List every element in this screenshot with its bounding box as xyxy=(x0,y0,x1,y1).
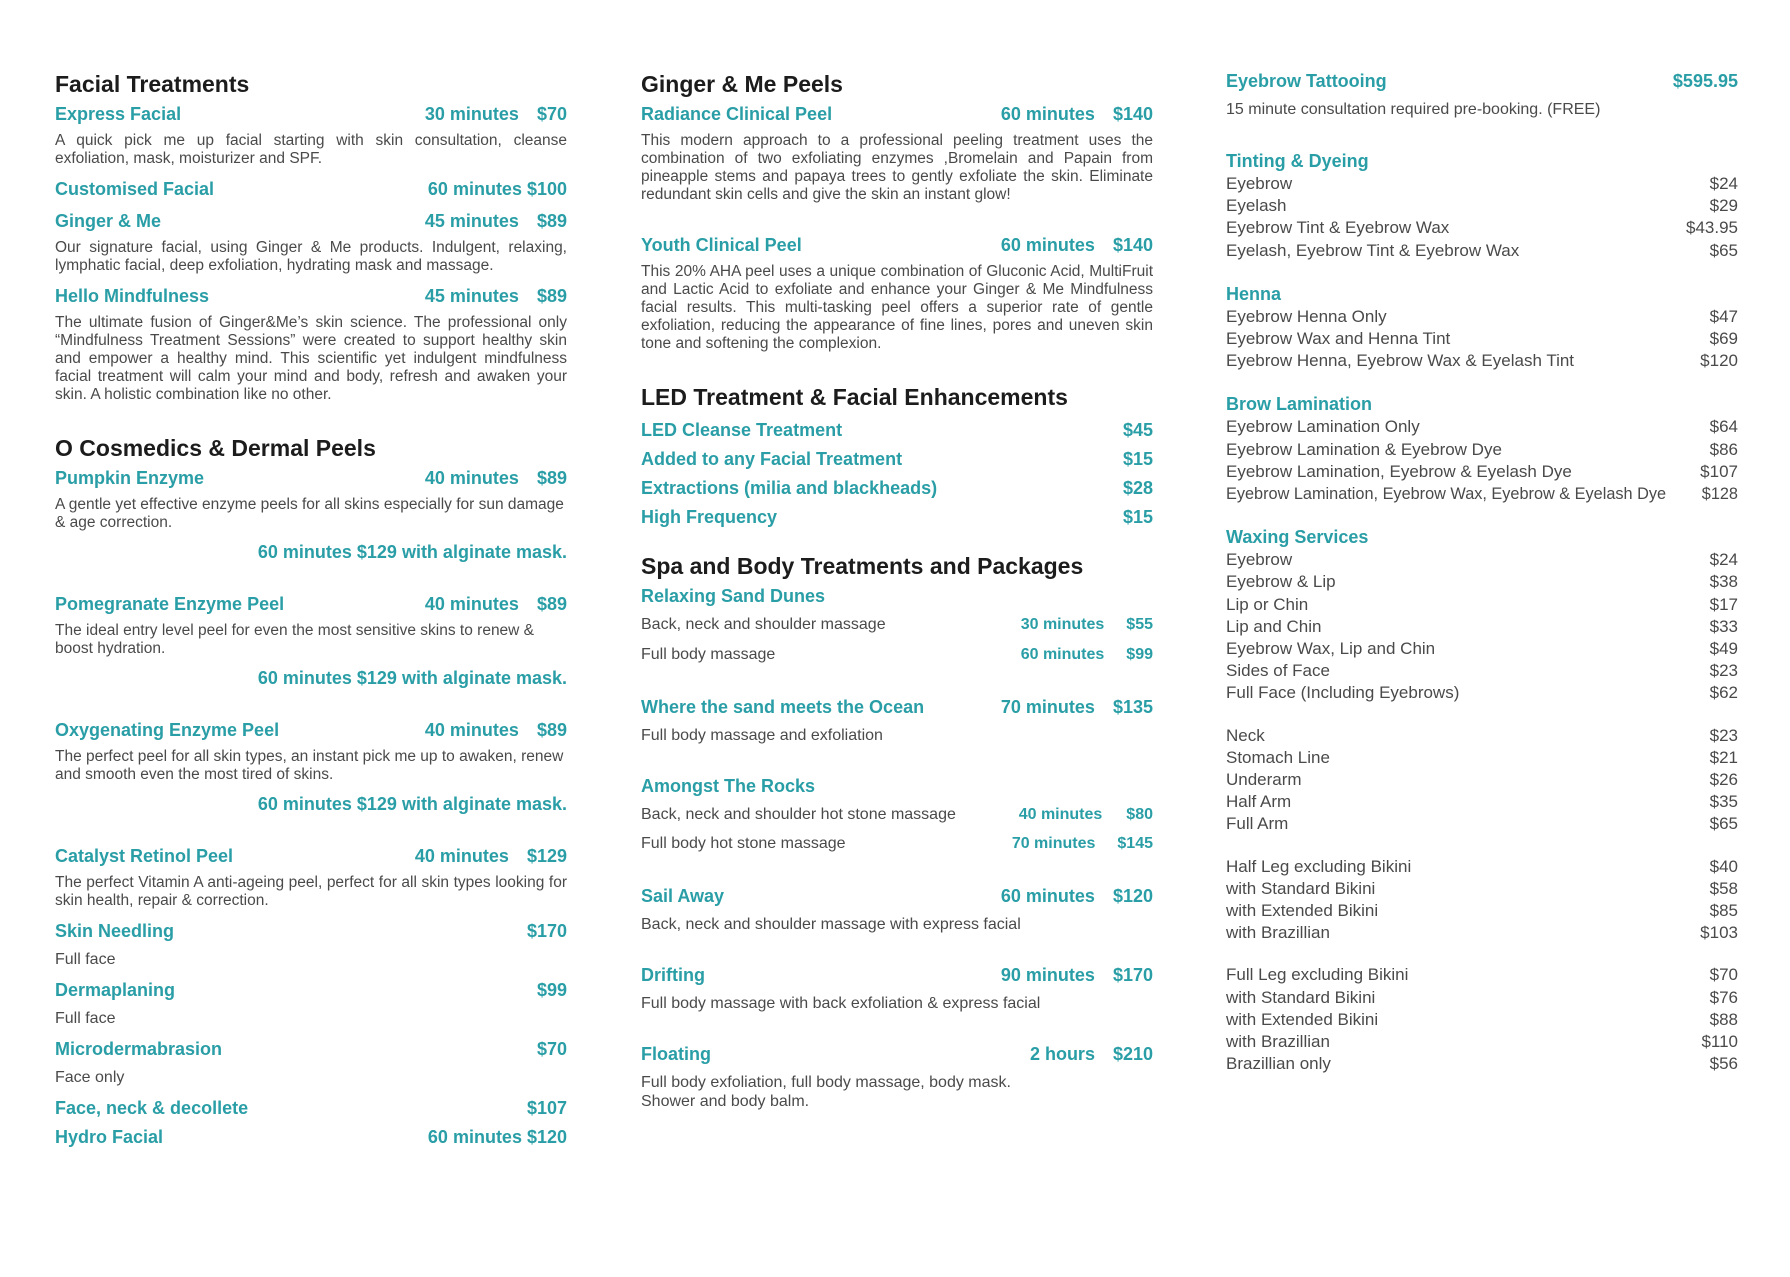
row-label: Eyebrow Lamination, Eyebrow & Eyelash Dye xyxy=(1226,461,1572,481)
price-row xyxy=(1226,416,1738,438)
row-price: $21 xyxy=(1709,747,1738,767)
row-price: $62 xyxy=(1709,683,1738,703)
row-label: Underarm xyxy=(1226,770,1302,790)
service-description: This modern approach to a professional peeling treatment uses the combination of two exfoliating enzymes ,Bromelain and Papain from pineapple stems and papaya trees to gently exfoliate the skin. Eliminate redundant skin cells and give the skin an instant glow! xyxy=(641,132,1153,203)
service-name: Catalyst Retinol Peel xyxy=(55,846,234,866)
option-duration: 60 minutes xyxy=(1020,646,1105,663)
price-row xyxy=(1226,328,1738,350)
service-duration-price: 60 minutes $100 xyxy=(427,179,567,199)
service-price: $15 xyxy=(1122,449,1153,469)
service-description: The ultimate fusion of Ginger&Me’s skin science. The professional only “Mindfulness Treatment Sessions” were created to support healthy skin and empower a healthy mind. This scientific yet indulgent mindfulness facial treatment will calm your mind and body, refresh and awaken your skin. A holistic combination like no other. xyxy=(55,314,567,403)
service-name: Oxygenating Enzyme Peel xyxy=(55,720,280,740)
row-label: Full Arm xyxy=(1226,814,1289,834)
option-duration: 70 minutes xyxy=(1011,835,1096,852)
service-price: $45 xyxy=(1122,420,1153,440)
row-price: $58 xyxy=(1709,878,1738,898)
service-name: Hydro Facial xyxy=(55,1127,164,1147)
service-oxygenating-peel xyxy=(55,719,567,741)
alginate-option: 60 minutes $129 with alginate mask. xyxy=(257,794,567,814)
service-microdermabrasion xyxy=(55,1038,567,1060)
row-label: with Extended Bikini xyxy=(1226,901,1379,921)
package-duration: 70 minutes xyxy=(1000,697,1095,717)
row-label: with Brazillian xyxy=(1226,1032,1330,1052)
service-description: The perfect peel for all skin types, an instant pick me up to awaken, renew and smooth even the most tired of skins. xyxy=(55,748,564,783)
price-row xyxy=(1226,461,1738,483)
service-price: $140 xyxy=(1112,235,1153,255)
package-description: Full body exfoliation, full body massage, body mask. xyxy=(641,1074,1011,1091)
service-radiance-peel xyxy=(641,103,1153,125)
service-express-facial xyxy=(55,103,567,125)
option-duration: 40 minutes xyxy=(1018,806,1103,823)
package-option xyxy=(641,614,1153,636)
service-duration: 45 minutes xyxy=(424,286,519,306)
package-name: Sail Away xyxy=(641,886,725,906)
row-price: $40 xyxy=(1709,856,1738,876)
price-row xyxy=(1226,922,1738,944)
package-price: $210 xyxy=(1112,1044,1153,1064)
service-hydro-facial xyxy=(55,1126,567,1148)
service-price: $89 xyxy=(536,594,567,614)
package-duration: 2 hours xyxy=(1029,1044,1095,1064)
row-price: $103 xyxy=(1700,923,1738,943)
row-label: Half Arm xyxy=(1226,792,1292,812)
service-name: Extractions (milia and blackheads) xyxy=(641,478,938,498)
service-duration: 40 minutes xyxy=(424,468,519,488)
section-title-facial: Facial Treatments xyxy=(55,71,250,97)
service-price: $89 xyxy=(536,720,567,740)
row-price: $85 xyxy=(1709,901,1738,921)
service-duration: 45 minutes xyxy=(424,211,519,231)
alginate-option: 60 minutes $129 with alginate mask. xyxy=(257,668,567,688)
row-price: $35 xyxy=(1709,792,1738,812)
row-price: $70 xyxy=(1709,965,1738,985)
row-price: $24 xyxy=(1709,174,1738,193)
service-name: Dermaplaning xyxy=(55,980,176,1000)
subsection-title-waxing: Waxing Services xyxy=(1226,527,1369,548)
package-sand-ocean xyxy=(641,696,1153,718)
option-label: Full body massage xyxy=(641,646,776,663)
row-label: Eyebrow xyxy=(1226,550,1293,570)
price-row xyxy=(1226,195,1738,217)
service-price: $89 xyxy=(536,211,567,231)
package-relaxing-sand-dunes xyxy=(641,585,1153,607)
package-duration: 60 minutes xyxy=(1000,886,1095,906)
service-duration: 60 minutes xyxy=(1000,104,1095,124)
package-name: Drifting xyxy=(641,965,705,985)
package-amongst-rocks xyxy=(641,775,1153,797)
row-price: $128 xyxy=(1701,485,1738,504)
package-drifting xyxy=(641,964,1153,986)
price-row xyxy=(1226,791,1738,813)
row-price: $120 xyxy=(1700,351,1738,371)
price-row xyxy=(1226,964,1738,986)
service-extractions xyxy=(641,474,1153,503)
service-price: $170 xyxy=(526,921,567,941)
row-label: Stomach Line xyxy=(1226,747,1330,767)
row-label: Eyebrow xyxy=(1226,174,1293,193)
service-price: $15 xyxy=(1122,507,1153,527)
price-row xyxy=(1226,769,1738,791)
service-note: Full face xyxy=(55,951,116,968)
row-price: $88 xyxy=(1709,1009,1738,1029)
service-skin-needling xyxy=(55,920,567,942)
service-note: Face only xyxy=(55,1069,125,1086)
service-face-neck-decollete xyxy=(55,1097,567,1119)
row-price: $65 xyxy=(1709,240,1738,260)
package-price: $120 xyxy=(1112,886,1153,906)
service-note: Full face xyxy=(55,1010,116,1027)
package-option xyxy=(641,833,1153,855)
section-title-spa: Spa and Body Treatments and Packages xyxy=(641,553,1084,579)
service-name: Hello Mindfulness xyxy=(55,286,210,306)
service-name: Customised Facial xyxy=(55,179,215,199)
service-price: $70 xyxy=(536,104,567,124)
package-option xyxy=(641,804,1153,826)
package-price: $170 xyxy=(1112,965,1153,985)
row-price: $86 xyxy=(1709,439,1738,459)
column-peels-spa xyxy=(641,70,1153,1111)
row-label: Eyelash xyxy=(1226,196,1287,216)
service-description: A quick pick me up facial starting with skin consultation, cleanse exfoliation, mask, moisturizer and SPF. xyxy=(55,132,567,167)
service-duration-price: 60 minutes $120 xyxy=(427,1127,567,1147)
row-label: with Extended Bikini xyxy=(1226,1009,1379,1029)
row-label: Full Face (Including Eyebrows) xyxy=(1226,683,1460,703)
service-note: 15 minute consultation required pre-booking. (FREE) xyxy=(1226,101,1601,118)
service-name: Microdermabrasion xyxy=(55,1039,223,1059)
section-title-ginger-peels: Ginger & Me Peels xyxy=(641,71,843,97)
row-label: Eyebrow & Lip xyxy=(1226,572,1336,592)
service-name: Skin Needling xyxy=(55,921,175,941)
row-price: $23 xyxy=(1709,725,1738,745)
package-sail-away xyxy=(641,885,1153,907)
row-price: $47 xyxy=(1709,306,1738,326)
row-price: $17 xyxy=(1709,594,1738,614)
service-price: $89 xyxy=(536,468,567,488)
row-price: $24 xyxy=(1709,550,1738,570)
service-price: $89 xyxy=(536,286,567,306)
column-brows-waxing xyxy=(1226,70,1738,1076)
package-name: Amongst The Rocks xyxy=(641,776,816,796)
row-label: with Standard Bikini xyxy=(1226,987,1376,1007)
service-price: $107 xyxy=(526,1098,567,1118)
package-description-line2: Shower and body balm. xyxy=(641,1093,810,1110)
row-price: $23 xyxy=(1709,661,1738,681)
package-option xyxy=(641,644,1153,666)
price-row xyxy=(1226,725,1738,747)
row-label: Eyelash, Eyebrow Tint & Eyebrow Wax xyxy=(1226,240,1520,260)
price-row xyxy=(1226,439,1738,461)
service-description: The perfect Vitamin A anti-ageing peel, perfect for all skin types looking for skin health, repair & correction. xyxy=(55,874,567,909)
subsection-title-tinting: Tinting & Dyeing xyxy=(1226,151,1369,171)
row-label: Eyebrow Henna, Eyebrow Wax & Eyelash Tint xyxy=(1226,351,1575,371)
option-price: $99 xyxy=(1126,646,1153,663)
service-catalyst-retinol-peel xyxy=(55,845,567,867)
package-description: Full body massage and exfoliation xyxy=(641,727,883,744)
service-duration: 40 minutes xyxy=(414,846,509,866)
service-name: Face, neck & decollete xyxy=(55,1098,249,1118)
service-name: High Frequency xyxy=(641,507,778,527)
service-ginger-me xyxy=(55,210,567,232)
row-price: $69 xyxy=(1709,329,1738,349)
price-row xyxy=(1226,1053,1738,1075)
row-label: Neck xyxy=(1226,725,1265,745)
price-row xyxy=(1226,483,1738,505)
price-row xyxy=(1226,813,1738,835)
price-row xyxy=(1226,987,1738,1009)
row-label: Full Leg excluding Bikini xyxy=(1226,965,1409,985)
service-high-frequency xyxy=(641,503,1153,532)
row-price: $26 xyxy=(1709,770,1738,790)
price-row xyxy=(1226,616,1738,638)
package-duration: 90 minutes xyxy=(1000,965,1095,985)
price-row xyxy=(1226,240,1738,262)
row-label: Eyebrow Lamination, Eyebrow Wax, Eyebrow & Eyelash Dye xyxy=(1226,485,1667,504)
service-name: Eyebrow Tattooing xyxy=(1226,71,1387,91)
service-name: Added to any Facial Treatment xyxy=(641,449,903,469)
row-label: with Brazillian xyxy=(1226,923,1330,943)
service-duration: 30 minutes xyxy=(424,104,519,124)
service-duration: 40 minutes xyxy=(424,594,519,614)
row-label: Lip or Chin xyxy=(1226,594,1309,614)
service-duration: 60 minutes xyxy=(1000,235,1095,255)
price-row xyxy=(1226,878,1738,900)
row-label: Brazillian only xyxy=(1226,1054,1331,1074)
row-price: $65 xyxy=(1709,814,1738,834)
service-customised-facial xyxy=(55,178,567,200)
service-duration: 40 minutes xyxy=(424,720,519,740)
subsection-title-brow-lamination: Brow Lamination xyxy=(1226,394,1373,415)
price-row xyxy=(1226,217,1738,239)
option-duration: 30 minutes xyxy=(1020,616,1105,633)
package-price: $135 xyxy=(1112,697,1153,717)
service-price: $99 xyxy=(536,980,567,1000)
package-floating xyxy=(641,1043,1153,1065)
alginate-option: 60 minutes $129 with alginate mask. xyxy=(257,542,567,562)
row-price: $110 xyxy=(1701,1032,1738,1052)
service-name: Youth Clinical Peel xyxy=(641,235,802,255)
option-label: Full body hot stone massage xyxy=(641,835,846,852)
package-name: Relaxing Sand Dunes xyxy=(641,586,826,606)
package-description: Back, neck and shoulder massage with express facial xyxy=(641,916,1021,933)
price-row xyxy=(1226,571,1738,593)
row-label: with Standard Bikini xyxy=(1226,878,1376,898)
service-price: $28 xyxy=(1122,478,1153,498)
service-description: This 20% AHA peel uses a unique combination of Gluconic Acid, MultiFruit and Lactic Acid to exfoliate and enhance your Ginger & Me Mindfulness facial results. This multi-tasking peel offers a superior rate of gentle exfoliation, reducing the appearance of fine lines, pores and uneven skin tone and softening the complexion. xyxy=(641,263,1153,352)
price-row xyxy=(1226,900,1738,922)
service-name: Pomegranate Enzyme Peel xyxy=(55,594,285,614)
column-facial xyxy=(55,70,567,1148)
row-label: Eyebrow Henna Only xyxy=(1226,306,1387,326)
section-title-ocosmedics: O Cosmedics & Dermal Peels xyxy=(55,435,376,461)
row-price: $76 xyxy=(1709,987,1738,1007)
price-row xyxy=(1226,306,1738,328)
package-description: Full body massage with back exfoliation & express facial xyxy=(641,995,1041,1012)
price-row xyxy=(1226,173,1738,195)
service-added-facial xyxy=(641,445,1153,474)
option-price: $145 xyxy=(1117,835,1153,852)
service-led-cleanse xyxy=(641,416,1153,445)
row-price: $38 xyxy=(1709,572,1738,592)
service-description: Our signature facial, using Ginger & Me products. Indulgent, relaxing, lymphatic facial, deep exfoliation, hydrating mask and massage. xyxy=(55,239,567,274)
service-description: A gentle yet effective enzyme peels for all skins especially for sun damage & age correction. xyxy=(55,496,564,531)
service-description: The ideal entry level peel for even the most sensitive skins to renew & boost hydration. xyxy=(55,622,535,657)
service-price: $129 xyxy=(526,846,567,866)
option-label: Back, neck and shoulder hot stone massage xyxy=(641,806,956,823)
row-label: Half Leg excluding Bikini xyxy=(1226,856,1412,876)
row-price: $64 xyxy=(1709,417,1738,437)
price-row xyxy=(1226,1009,1738,1031)
subsection-title-henna: Henna xyxy=(1226,283,1282,304)
service-youth-peel xyxy=(641,234,1153,256)
service-name: LED Cleanse Treatment xyxy=(641,420,843,440)
service-price: $70 xyxy=(536,1039,567,1059)
service-pumpkin-enzyme xyxy=(55,467,567,489)
option-price: $80 xyxy=(1126,806,1153,823)
service-price: $595.95 xyxy=(1672,71,1738,91)
row-label: Eyebrow Lamination Only xyxy=(1226,417,1420,437)
service-name: Radiance Clinical Peel xyxy=(641,104,833,124)
package-name: Floating xyxy=(641,1044,711,1064)
service-name: Ginger & Me xyxy=(55,211,162,231)
price-row xyxy=(1226,549,1738,571)
row-label: Eyebrow Wax, Lip and Chin xyxy=(1226,639,1436,659)
service-dermaplaning xyxy=(55,979,567,1001)
price-row xyxy=(1226,1031,1738,1053)
package-name: Where the sand meets the Ocean xyxy=(641,697,925,717)
service-name: Pumpkin Enzyme xyxy=(55,468,205,488)
service-hello-mindfulness xyxy=(55,285,567,307)
service-name: Express Facial xyxy=(55,104,182,124)
row-price: $49 xyxy=(1709,639,1738,659)
section-title-led: LED Treatment & Facial Enhancements xyxy=(641,384,1068,410)
price-row xyxy=(1226,660,1738,682)
row-price: $56 xyxy=(1709,1054,1738,1074)
price-row xyxy=(1226,747,1738,769)
option-price: $55 xyxy=(1126,616,1153,633)
price-row xyxy=(1226,594,1738,616)
option-label: Back, neck and shoulder massage xyxy=(641,616,886,633)
price-row xyxy=(1226,350,1738,372)
row-price: $43.95 xyxy=(1686,218,1738,238)
row-label: Eyebrow Lamination & Eyebrow Dye xyxy=(1226,439,1502,459)
row-label: Eyebrow Wax and Henna Tint xyxy=(1226,329,1451,349)
row-label: Sides of Face xyxy=(1226,661,1330,681)
service-price: $140 xyxy=(1112,104,1153,124)
price-row xyxy=(1226,682,1738,704)
price-row xyxy=(1226,856,1738,878)
price-row xyxy=(1226,638,1738,660)
row-price: $107 xyxy=(1700,461,1738,481)
row-price: $29 xyxy=(1709,196,1738,216)
row-label: Lip and Chin xyxy=(1226,616,1322,636)
row-label: Eyebrow Tint & Eyebrow Wax xyxy=(1226,218,1450,238)
service-pomegranate-peel xyxy=(55,593,567,615)
service-eyebrow-tattooing xyxy=(1226,70,1738,92)
row-price: $33 xyxy=(1709,616,1738,636)
